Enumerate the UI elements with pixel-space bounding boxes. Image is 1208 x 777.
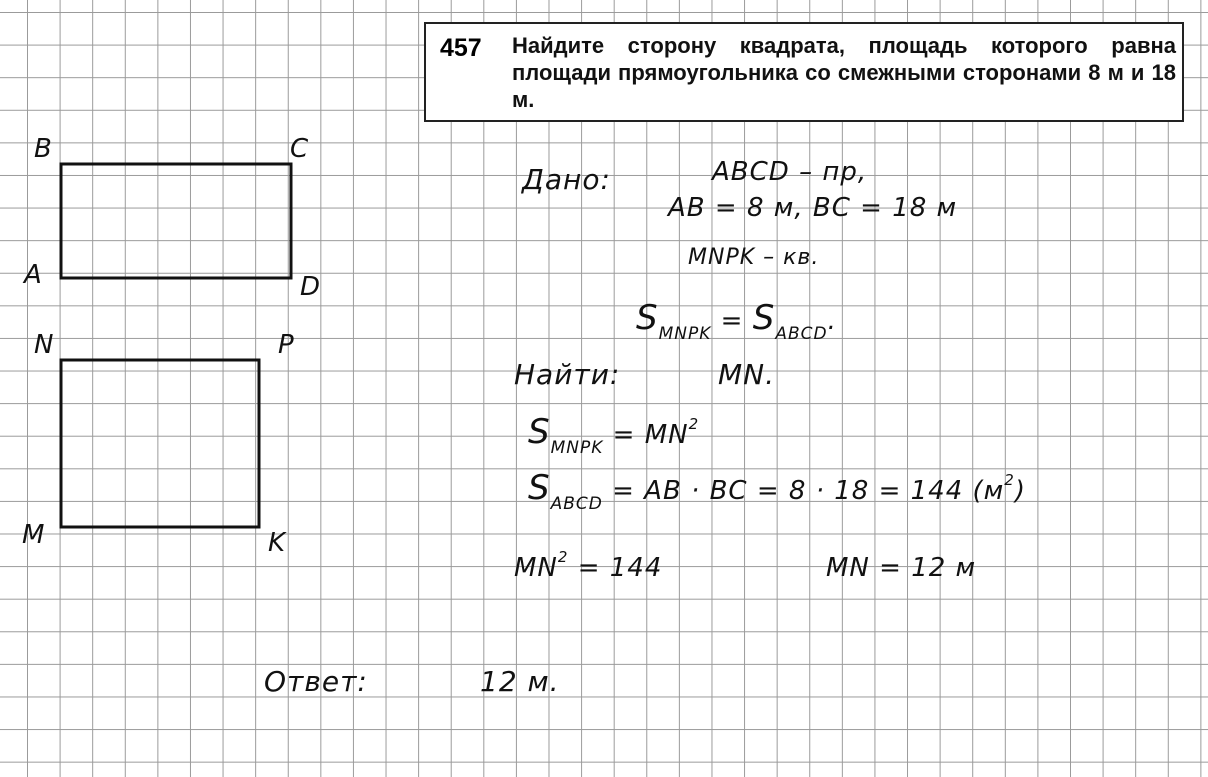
label-b: B (34, 134, 53, 164)
label-m: M (22, 520, 46, 550)
dano-line-2: AB = 8 м, BC = 18 м (668, 193, 958, 223)
f1-sup: 2 (688, 415, 700, 433)
result-mn: MN = 12 м (826, 553, 977, 583)
f2-sub: ABCD (550, 494, 603, 514)
area-equality (636, 298, 837, 344)
task-number: 457 (440, 34, 482, 62)
f2-rest: = AB · BC = 8 · 18 = 144 (м (602, 476, 1005, 506)
dano-label: Дано: (522, 163, 611, 196)
f2-sup: 2 (1004, 471, 1015, 489)
label-d: D (300, 272, 322, 302)
result-mn-squared (514, 548, 663, 583)
answer-label: Ответ: (264, 665, 368, 698)
label-k: K (268, 528, 287, 558)
dano-line-1: ABCD – пр, (712, 157, 868, 187)
area-eq-sign: = (711, 306, 753, 336)
answer-value: 12 м. (480, 665, 560, 698)
label-n: N (34, 330, 55, 360)
area-s-1: S (636, 298, 659, 338)
label-a: A (24, 260, 43, 290)
naiti-label: Найти: (514, 358, 621, 391)
area-dot: . (827, 306, 837, 336)
r1-post: = 144 (568, 553, 663, 583)
area-sub-abcd: ABCD (775, 324, 828, 344)
label-c: C (290, 134, 310, 164)
r1-pre: MN (514, 553, 558, 583)
label-p: P (278, 330, 295, 360)
f1-rest: = MN (603, 420, 689, 450)
rectangle-abcd (61, 164, 291, 278)
f2-s: S (528, 468, 551, 508)
formula-rect-area (528, 468, 1026, 514)
naiti-value: MN. (718, 358, 776, 391)
f1-sub: MNPK (550, 438, 604, 458)
formula-square-area (528, 412, 700, 458)
f2-close: ) (1014, 476, 1026, 506)
r1-sup: 2 (557, 548, 569, 566)
square-mnpk (61, 360, 259, 527)
f1-s: S (528, 412, 551, 452)
task-text: Найдите сторону квадрата, площадь которого равна площади прямоугольника со смежными сторонами 8 м и 18 м. (512, 33, 1176, 112)
area-s-2: S (752, 298, 776, 338)
area-sub-mnpk: MNPK (658, 324, 712, 344)
dano-line-3: MNPK – кв. (688, 245, 820, 270)
